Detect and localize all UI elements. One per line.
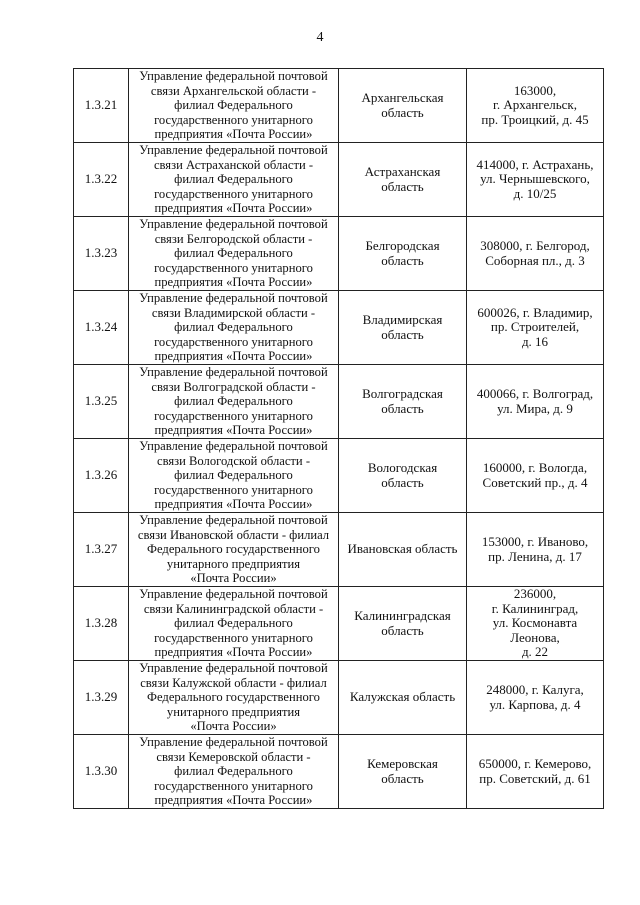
table-body — [74, 69, 604, 809]
region-name: Калужская область — [339, 661, 467, 735]
postal-address: 160000, г. Вологда, Советский пр., д. 4 — [467, 439, 604, 513]
region-name: Белгородская область — [339, 217, 467, 291]
postal-address: 163000, г. Архангельск, пр. Троицкий, д. 45 — [467, 69, 604, 143]
row-number: 1.3.24 — [74, 291, 129, 365]
row-number: 1.3.29 — [74, 661, 129, 735]
organization-name: Управление федеральной почтовой связи Астраханской области - филиал Федерального государственного унитарного предприятия «Почта России» — [129, 143, 339, 217]
postal-address: 650000, г. Кемерово, пр. Советский, д. 61 — [467, 735, 604, 809]
table-row — [74, 587, 604, 661]
organization-name: Управление федеральной почтовой связи Волгоградской области - филиал Федерального государственного унитарного предприятия «Почта России» — [129, 365, 339, 439]
region-name: Ивановская область — [339, 513, 467, 587]
row-number: 1.3.30 — [74, 735, 129, 809]
postal-address: 236000, г. Калининград, ул. Космонавта Леонова, д. 22 — [467, 587, 604, 661]
postal-address: 600026, г. Владимир, пр. Строителей, д. 16 — [467, 291, 604, 365]
table-row — [74, 143, 604, 217]
organization-name: Управление федеральной почтовой связи Калужской области - филиал Федерального государственного унитарного предприятия «Почта России» — [129, 661, 339, 735]
organization-name: Управление федеральной почтовой связи Кемеровской области - филиал Федерального государственного унитарного предприятия «Почта России» — [129, 735, 339, 809]
postal-address: 153000, г. Иваново, пр. Ленина, д. 17 — [467, 513, 604, 587]
table-row — [74, 661, 604, 735]
row-number: 1.3.23 — [74, 217, 129, 291]
row-number: 1.3.28 — [74, 587, 129, 661]
table-row — [74, 439, 604, 513]
region-name: Владимирская область — [339, 291, 467, 365]
postal-address: 400066, г. Волгоград, ул. Мира, д. 9 — [467, 365, 604, 439]
postal-address: 414000, г. Астрахань, ул. Чернышевского, д. 10/25 — [467, 143, 604, 217]
postal-address: 248000, г. Калуга, ул. Карпова, д. 4 — [467, 661, 604, 735]
region-name: Калининградская область — [339, 587, 467, 661]
table-row — [74, 217, 604, 291]
region-name: Архангельская область — [339, 69, 467, 143]
organization-name: Управление федеральной почтовой связи Ивановской области - филиал Федерального государственного унитарного предприятия «Почта России» — [129, 513, 339, 587]
table-row — [74, 69, 604, 143]
table-row — [74, 735, 604, 809]
row-number: 1.3.22 — [74, 143, 129, 217]
organization-name: Управление федеральной почтовой связи Белгородской области - филиал Федерального государственного унитарного предприятия «Почта России» — [129, 217, 339, 291]
organization-name: Управление федеральной почтовой связи Калининградской области - филиал Федерального государственного унитарного предприятия «Почта России» — [129, 587, 339, 661]
postal-address: 308000, г. Белгород, Соборная пл., д. 3 — [467, 217, 604, 291]
row-number: 1.3.25 — [74, 365, 129, 439]
table-row — [74, 291, 604, 365]
region-name: Вологодская область — [339, 439, 467, 513]
region-name: Астраханская область — [339, 143, 467, 217]
region-name: Кемеровская область — [339, 735, 467, 809]
table-row — [74, 365, 604, 439]
branches-table — [73, 68, 604, 809]
row-number: 1.3.27 — [74, 513, 129, 587]
region-name: Волгоградская область — [339, 365, 467, 439]
page-number: 4 — [316, 30, 324, 45]
row-number: 1.3.21 — [74, 69, 129, 143]
organization-name: Управление федеральной почтовой связи Владимирской области - филиал Федерального государственного унитарного предприятия «Почта России» — [129, 291, 339, 365]
organization-name: Управление федеральной почтовой связи Вологодской области - филиал Федерального государственного унитарного предприятия «Почта России» — [129, 439, 339, 513]
table-row — [74, 513, 604, 587]
organization-name: Управление федеральной почтовой связи Архангельской области - филиал Федерального государственного унитарного предприятия «Почта России» — [129, 69, 339, 143]
row-number: 1.3.26 — [74, 439, 129, 513]
